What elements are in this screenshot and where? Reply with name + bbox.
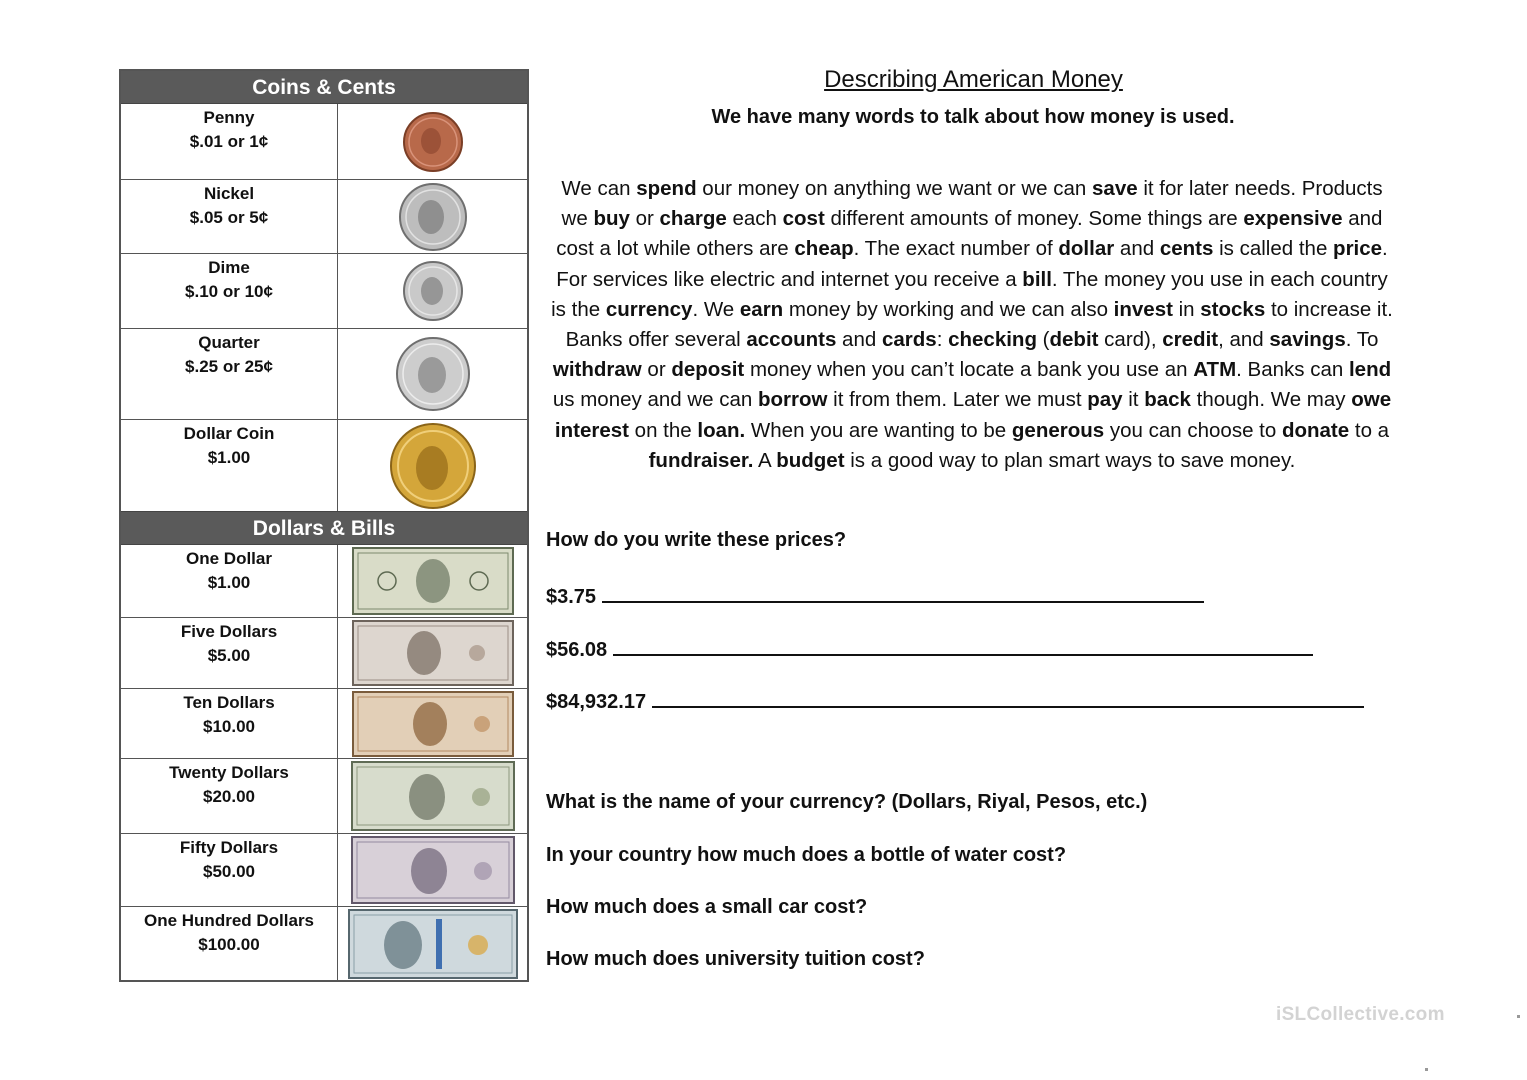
paragraph-text: or (629, 207, 660, 231)
watermark: iSLCollective.com (1276, 1004, 1445, 1025)
dime-icon (401, 259, 465, 323)
quarter-icon (394, 335, 472, 413)
bills-header: Dollars & Bills (121, 511, 527, 545)
paragraph-text: to a (1349, 418, 1390, 442)
paragraph-text: money by working and we can also (783, 297, 1114, 321)
vocab-term: spend (636, 177, 697, 200)
paragraph-text: on the (628, 418, 698, 442)
bill-value: $20.00 (203, 787, 255, 806)
paragraph-text: in (1172, 297, 1201, 321)
answer-line[interactable] (613, 634, 1313, 656)
vocab-term: cards (881, 328, 937, 352)
five-dollar-bill-icon (352, 620, 514, 686)
bill-name: One Hundred Dollars (143, 911, 315, 930)
price-item-1 (546, 581, 1204, 609)
paragraph-text: and cost a lot while others are (556, 207, 1383, 261)
vocab-term: loan. (697, 418, 746, 442)
decorative-dot (1425, 1068, 1428, 1071)
coin-name: Dime (208, 258, 250, 277)
paragraph-text: . For services like electric and internet you receive a (556, 237, 1388, 291)
vocab-term: fundraiser. (648, 448, 754, 472)
vocab-term: cheap (794, 237, 854, 261)
vocab-term: budget (776, 448, 845, 472)
vocab-term: generous (1011, 418, 1105, 442)
vocab-term: cents (1159, 237, 1214, 261)
bill-value: $10.00 (203, 717, 255, 736)
paragraph-text: . To (1345, 328, 1379, 352)
vocab-term: currency (605, 297, 693, 321)
bill-row-one (121, 545, 527, 617)
paragraph-text: . The exact number of (853, 237, 1059, 261)
price-label: $3.75 (546, 586, 597, 608)
bill-row-five (121, 617, 527, 688)
paragraph-text: our money on anything we want or we can (696, 177, 1093, 200)
vocab-term: accounts (746, 328, 837, 352)
bill-row-ten (121, 688, 527, 758)
paragraph-text: card), (1098, 328, 1163, 352)
coin-value: $.10 or 10¢ (185, 282, 273, 301)
paragraph-text: is called the (1213, 237, 1334, 261)
vocab-term: cost (782, 207, 825, 231)
twenty-dollar-bill-icon (351, 761, 515, 831)
currency-question: What is the name of your currency? (Dollars, Riyal, Pesos, etc.) (546, 791, 1148, 813)
vocab-term: pay (1087, 388, 1123, 412)
page-title: Describing American Money (824, 66, 1123, 93)
vocab-term: expensive (1243, 207, 1343, 231)
vocab-term: donate (1281, 418, 1350, 442)
paragraph-text: We can (561, 177, 637, 200)
coin-name: Nickel (203, 184, 255, 203)
coin-row-nickel (121, 179, 527, 253)
vocab-term: debit (1049, 328, 1099, 352)
money-reference-table (119, 69, 529, 982)
bill-row-hundred (121, 906, 527, 980)
vocab-term: save (1092, 177, 1138, 200)
bill-name: Five Dollars (180, 622, 278, 641)
vocab-term: withdraw (552, 358, 642, 382)
paragraph-text: and (836, 328, 882, 352)
vocab-term: deposit (671, 358, 745, 382)
paragraph-text: it for later needs. Products we (561, 177, 1383, 231)
vocab-term: lend (1348, 358, 1392, 382)
price-item-3 (546, 686, 1364, 714)
coin-row-quarter (121, 328, 527, 419)
vocab-term: stocks (1200, 297, 1266, 321)
answer-line[interactable] (652, 686, 1364, 708)
paragraph-text: different amounts of money. Some things are (824, 207, 1244, 231)
paragraph-text: to increase it. Banks offer several (565, 297, 1393, 352)
bill-value: $1.00 (207, 573, 251, 592)
vocab-term: charge (659, 207, 727, 231)
paragraph-text: money when you can’t locate a bank you use an (744, 358, 1194, 382)
price-label: $56.08 (546, 639, 608, 661)
paragraph-text: : (936, 328, 949, 352)
vocab-term: savings (1269, 328, 1346, 352)
paragraph-text: . We (692, 297, 740, 321)
bill-name: Ten Dollars (183, 693, 275, 712)
ten-dollar-bill-icon (352, 691, 514, 757)
bill-value: $100.00 (198, 935, 260, 954)
answer-line[interactable] (602, 581, 1204, 603)
page-subtitle: We have many words to talk about how money is used. (711, 106, 1235, 128)
paragraph-text: ( (1036, 328, 1050, 352)
paragraph-text: though. We may (1190, 388, 1352, 412)
paragraph-text: . The money you use in each country is the (551, 267, 1388, 321)
bill-name: Twenty Dollars (169, 763, 289, 782)
vocab-term: owe interest (554, 388, 1392, 442)
coin-name: Penny (203, 108, 255, 127)
paragraph-text: is a good way to plan smart ways to save money. (844, 448, 1296, 472)
bill-value: $5.00 (207, 646, 251, 665)
coin-value: $.01 or 1¢ (189, 132, 269, 151)
vocab-term: back (1144, 388, 1191, 412)
paragraph-text: or (641, 358, 672, 382)
bill-name: Fifty Dollars (179, 838, 279, 857)
coin-row-dollar-coin (121, 419, 527, 511)
coin-value: $.05 or 5¢ (189, 208, 269, 227)
bill-row-twenty (121, 758, 527, 833)
vocab-term: invest (1113, 297, 1173, 321)
coin-value: $1.00 (207, 448, 251, 467)
paragraph-text: A (753, 448, 777, 472)
price-label: $84,932.17 (546, 691, 647, 713)
tuition-question: How much does university tuition cost? (546, 948, 925, 970)
coins-header: Coins & Cents (121, 71, 527, 104)
vocab-term: credit (1162, 328, 1219, 352)
vocab-term: checking (948, 328, 1037, 352)
vocab-term: borrow (758, 388, 828, 412)
bill-value: $50.00 (203, 862, 255, 881)
coin-value: $.25 or 25¢ (185, 357, 273, 376)
coin-row-dime (121, 253, 527, 328)
paragraph-text: . Banks can (1236, 358, 1349, 382)
vocab-term: dollar (1058, 237, 1115, 261)
paragraph-text: it from them. Later we must (827, 388, 1088, 412)
paragraph-text: us money and we can (552, 388, 758, 412)
paragraph-text: it (1122, 388, 1145, 412)
dollar-coin-icon (388, 421, 478, 511)
vocab-term: price (1333, 237, 1383, 261)
paragraph-text: you can choose to (1104, 418, 1282, 442)
nickel-icon (397, 181, 469, 253)
paragraph-text: When you are wanting to be (745, 418, 1012, 442)
coin-name: Quarter (198, 333, 260, 352)
bill-name: One Dollar (186, 549, 272, 568)
fifty-dollar-bill-icon (351, 836, 515, 904)
car-question: How much does a small car cost? (546, 896, 868, 918)
penny-icon (401, 110, 465, 174)
vocab-term: bill (1022, 267, 1052, 291)
vocab-term: earn (739, 297, 784, 321)
coin-row-penny (121, 104, 527, 179)
vocab-term: ATM (1193, 358, 1237, 382)
one-dollar-bill-icon (352, 547, 514, 615)
paragraph-text: and (1114, 237, 1160, 261)
price-item-2 (546, 634, 1313, 662)
decorative-dot (1517, 1015, 1520, 1018)
vocab-term: buy (593, 207, 630, 231)
water-question: In your country how much does a bottle of water cost? (546, 844, 1067, 866)
paragraph-text: each (726, 207, 783, 231)
coin-name: Dollar Coin (183, 424, 275, 443)
paragraph-text: , and (1218, 328, 1270, 352)
prices-heading: How do you write these prices? (546, 529, 847, 551)
hundred-dollar-bill-icon (348, 909, 518, 979)
vocabulary-paragraph (548, 174, 1396, 476)
bill-row-fifty (121, 833, 527, 906)
